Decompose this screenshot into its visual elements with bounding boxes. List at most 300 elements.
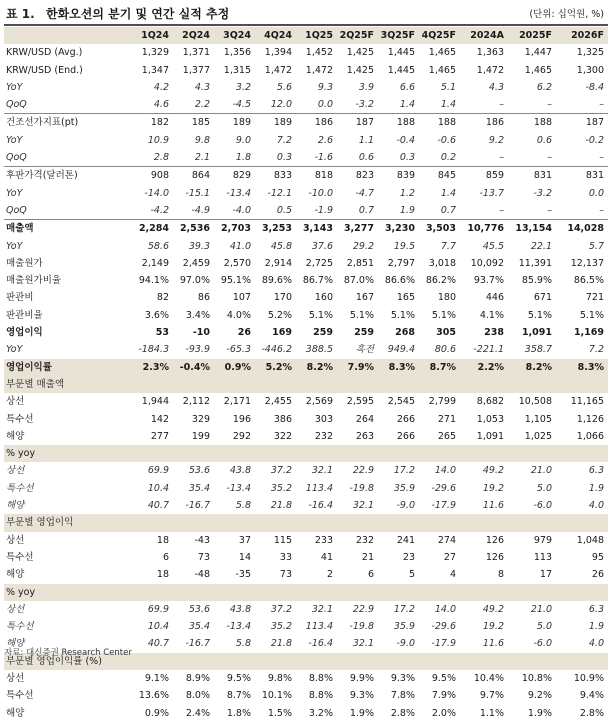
table-cell: 45.5 (482, 240, 504, 252)
table-cell: 9.4% (579, 690, 604, 702)
table-cell: 1,447 (524, 47, 552, 59)
table-row (4, 202, 608, 220)
table-cell: 5.8 (235, 638, 251, 650)
table-cell: 199 (191, 430, 210, 442)
table-row (4, 428, 608, 445)
table-cell: 1,425 (346, 64, 374, 76)
table-cell: 87.0% (343, 275, 374, 287)
table-cell: 14.0 (434, 603, 456, 615)
table-cell: -0.4% (173, 359, 214, 376)
row-label: 부문별 영업이익 (4, 514, 132, 531)
table-cell: 10.4% (473, 672, 504, 684)
table-row (4, 601, 608, 618)
row-label: % yoy (4, 584, 132, 601)
table-cell (255, 584, 296, 601)
column-header: 2025F (508, 27, 556, 44)
table-cell (337, 653, 378, 670)
table-cell: – (460, 202, 508, 220)
table-cell: 1,169 (573, 327, 604, 339)
table-cell: 2,284 (138, 223, 169, 235)
table-cell: 0.5 (255, 202, 296, 220)
column-header: 2024A (460, 27, 508, 44)
table-cell: -6.0 (533, 638, 552, 650)
table-cell: -13.4 (226, 187, 251, 199)
row-label: YoY (6, 187, 23, 199)
column-header: 3Q25F (378, 27, 419, 44)
table-cell: -17.9 (431, 500, 456, 512)
table-cell: 829 (232, 170, 251, 182)
column-header: 2Q25F (337, 27, 378, 44)
table-cell: 2,595 (346, 396, 374, 408)
table-cell (255, 653, 296, 670)
table-cell: 305 (436, 327, 456, 339)
table-cell: 8.3% (556, 359, 608, 376)
header-row (4, 27, 608, 44)
table-cell: 186 (314, 117, 333, 129)
table-cell: -16.7 (185, 500, 210, 512)
row-label: 건조선가지표(pt) (6, 117, 79, 129)
table-cell: 1,452 (305, 47, 333, 59)
row-label: 상선 (6, 672, 25, 684)
table-cell (132, 514, 173, 531)
table-cell: 126 (485, 534, 504, 546)
table-cell: 32.1 (352, 500, 374, 512)
table-cell: 69.9 (147, 465, 169, 477)
table-cell (173, 445, 214, 462)
table-cell: 17.2 (393, 465, 415, 477)
table-cell: 259 (354, 327, 374, 339)
table-cell: -4.7 (355, 187, 374, 199)
table-cell: – (556, 96, 608, 114)
table-cell: 0.0 (588, 187, 604, 199)
row-label: 해양 (6, 707, 25, 719)
table-cell (173, 376, 214, 393)
table-cell: 12.0 (255, 96, 296, 114)
table-cell: 9.7% (479, 690, 504, 702)
table-cell: 6.3 (588, 465, 604, 477)
table-cell: 3,143 (302, 223, 333, 235)
table-cell: 45.8 (270, 240, 292, 252)
table-cell: 37.6 (311, 240, 333, 252)
table-cell: 0.3 (378, 149, 419, 167)
table-cell: 2,799 (428, 396, 456, 408)
table-cell: 1,445 (387, 64, 415, 76)
table-cell (556, 514, 608, 531)
table-cell: 21.0 (530, 603, 552, 615)
table-cell: 18 (156, 569, 169, 581)
table-cell: 5.0 (536, 482, 552, 494)
table-cell: 5.7 (588, 240, 604, 252)
table-cell (378, 445, 419, 462)
table-cell (214, 584, 255, 601)
table-cell: 1.9% (527, 707, 552, 719)
table-cell: 303 (314, 413, 333, 425)
table-cell: 265 (437, 430, 456, 442)
table-cell: 2,459 (182, 257, 210, 269)
table-cell: -9.0 (396, 500, 415, 512)
table-cell: 263 (355, 430, 374, 442)
table-cell (337, 584, 378, 601)
table-cell: 1,465 (524, 64, 552, 76)
table-cell: 9.3 (317, 81, 333, 93)
table-cell: 3.2% (308, 707, 333, 719)
table-cell: 1,356 (223, 47, 251, 59)
table-cell (556, 376, 608, 393)
table-cell: 3.2 (235, 81, 251, 93)
row-label: 상선 (6, 465, 25, 477)
table-cell: 21.8 (270, 500, 292, 512)
table-cell: -4.9 (173, 202, 214, 220)
column-header: 4Q24 (255, 27, 296, 44)
table-cell (508, 653, 556, 670)
table-cell (378, 653, 419, 670)
table-cell: 37 (238, 534, 251, 546)
table-cell: 6.6 (399, 81, 415, 93)
table-cell: 95 (591, 551, 604, 563)
table-cell (460, 584, 508, 601)
table-cell: 43.8 (229, 465, 251, 477)
table-cell: 831 (585, 170, 604, 182)
table-cell: 839 (396, 170, 415, 182)
table-cell: 1.8% (226, 707, 251, 719)
table-cell: – (460, 96, 508, 114)
table-cell: 259 (313, 327, 333, 339)
table-row (4, 132, 608, 149)
table-cell: 9.8% (267, 672, 292, 684)
table-cell: 26 (237, 327, 251, 339)
row-label: QoQ (4, 149, 132, 167)
table-cell: 1,053 (476, 413, 504, 425)
table-cell: 188 (533, 117, 552, 129)
table-cell: 3.9 (358, 81, 374, 93)
table-cell: 845 (437, 170, 456, 182)
table-cell: 0.9% (144, 707, 169, 719)
table-cell: -35 (235, 569, 251, 581)
table-cell: 908 (150, 170, 169, 182)
table-cell: 1,472 (305, 64, 333, 76)
table-cell: 1,465 (428, 47, 456, 59)
table-cell: -13.4 (226, 621, 251, 633)
header-label-cell (4, 27, 132, 44)
column-header: 2Q24 (173, 27, 214, 44)
table-cell: 142 (150, 413, 169, 425)
table-cell: 9.3% (349, 690, 374, 702)
table-cell: 671 (533, 292, 552, 304)
table-cell: 1.1% (479, 707, 504, 719)
table-cell: 5.2% (267, 309, 292, 321)
table-cell: 185 (191, 117, 210, 129)
table-cell: 818 (314, 170, 333, 182)
row-label: QoQ (4, 96, 132, 114)
table-cell: 4.0 (588, 638, 604, 650)
table-cell: 86.5% (573, 275, 604, 287)
table-cell: 1,105 (524, 413, 552, 425)
table-row (4, 618, 608, 635)
row-label: 특수선 (6, 690, 34, 702)
table-cell: 7.8% (390, 690, 415, 702)
table-cell: 37.2 (270, 603, 292, 615)
table-cell (508, 445, 556, 462)
table-cell: 89.6% (261, 275, 292, 287)
table-cell: 0.6 (337, 149, 378, 167)
table-cell: 12,137 (570, 257, 604, 269)
table-cell: 4.0 (588, 500, 604, 512)
table-cell: 3,503 (425, 223, 456, 235)
table-cell: – (508, 202, 556, 220)
table-row (4, 532, 608, 549)
table-cell: 1,371 (182, 47, 210, 59)
table-cell: -15.1 (185, 187, 210, 199)
table-cell: -3.2 (533, 187, 552, 199)
table-cell: 53.6 (188, 465, 210, 477)
table-cell: 5.8 (235, 500, 251, 512)
table-cell: 21.0 (530, 465, 552, 477)
row-label: 특수선 (6, 621, 34, 633)
table-cell: 1.4 (419, 96, 460, 114)
table-row (4, 96, 608, 114)
table-cell: 2.0% (431, 707, 456, 719)
table-cell (460, 653, 508, 670)
row-label: 특수선 (6, 413, 34, 425)
table-cell: 1.9 (378, 202, 419, 220)
table-row (4, 167, 608, 185)
table-cell: 115 (273, 534, 292, 546)
table-cell: 0.2 (419, 149, 460, 167)
table-cell: 2.2 (173, 96, 214, 114)
table-cell: 2,149 (141, 257, 169, 269)
table-cell: -29.6 (431, 482, 456, 494)
table-cell: 1,091 (521, 327, 552, 339)
table-cell: -13.4 (226, 482, 251, 494)
table-cell: 6.3 (588, 603, 604, 615)
table-cell: 10.1% (261, 690, 292, 702)
table-cell: 8.2% (508, 359, 556, 376)
table-cell: 7.2 (588, 344, 604, 356)
table-row (4, 185, 608, 202)
table-cell: 8.3% (378, 359, 419, 376)
top-rule (4, 24, 608, 26)
table-number: 표 1. (6, 7, 35, 21)
table-cell: 5.1% (431, 309, 456, 321)
table-cell: 0.6 (536, 134, 552, 146)
table-cell: 1,363 (476, 47, 504, 59)
table-cell: 14,028 (567, 223, 604, 235)
table-cell: 1,472 (476, 64, 504, 76)
row-label: 해양 (6, 569, 25, 581)
table-cell: 5.1% (308, 309, 333, 321)
row-label: 판관비율 (6, 309, 43, 321)
table-cell (132, 445, 173, 462)
table-cell: 167 (355, 292, 374, 304)
table-cell: 40.7 (147, 500, 169, 512)
table-cell (378, 376, 419, 393)
row-label: YoY (6, 81, 23, 93)
table-cell (378, 514, 419, 531)
table-cell: 271 (437, 413, 456, 425)
table-cell: -14.0 (144, 187, 169, 199)
table-cell: 4.2 (153, 81, 169, 93)
table-cell: -1.9 (296, 202, 337, 220)
table-cell: 10,776 (467, 223, 504, 235)
table-cell: 32.1 (311, 603, 333, 615)
row-label: YoY (6, 134, 23, 146)
table-cell: 29.2 (352, 240, 374, 252)
table-row (4, 462, 608, 479)
row-label: 매출액 (6, 223, 34, 235)
table-row (4, 445, 608, 462)
table-cell: 1,394 (264, 47, 292, 59)
table-cell: 41.0 (229, 240, 251, 252)
table-cell (419, 376, 460, 393)
table-cell: 6 (367, 569, 374, 581)
table-cell: – (508, 149, 556, 167)
table-cell: -0.2 (585, 134, 604, 146)
table-row (4, 79, 608, 96)
table-cell: 10.8% (521, 672, 552, 684)
row-label: 후판가격(달러톤) (6, 170, 78, 182)
table-cell: 10,508 (518, 396, 552, 408)
table-cell: 2.8 (132, 149, 173, 167)
column-header: 4Q25F (419, 27, 460, 44)
table-cell: 187 (585, 117, 604, 129)
table-cell (255, 445, 296, 462)
row-label: YoY (6, 344, 23, 356)
row-label: 해양 (6, 500, 25, 512)
table-cell: -3.2 (337, 96, 378, 114)
table-cell: 5.1% (390, 309, 415, 321)
table-cell: 2.6 (317, 134, 333, 146)
table-cell (296, 514, 337, 531)
table-cell: 823 (355, 170, 374, 182)
table-cell: 8.7% (226, 690, 251, 702)
table-cell: 35.9 (393, 482, 415, 494)
table-cell (132, 653, 173, 670)
table-cell: 833 (273, 170, 292, 182)
table-cell: 3,277 (343, 223, 374, 235)
title-bar (0, 0, 612, 26)
table-cell: 13,154 (515, 223, 552, 235)
table-cell: 85.9% (521, 275, 552, 287)
table-cell: -65.3 (226, 344, 251, 356)
table-cell (296, 584, 337, 601)
table-cell (255, 514, 296, 531)
table-cell: 0.9% (214, 359, 255, 376)
table-cell: 14 (238, 551, 251, 563)
table-cell: 186 (485, 117, 504, 129)
row-label: YoY (6, 240, 23, 252)
row-label: 상선 (6, 534, 25, 546)
table-cell: -6.0 (533, 500, 552, 512)
table-cell (296, 653, 337, 670)
table-cell: 8.8% (308, 672, 333, 684)
table-cell (460, 514, 508, 531)
table-cell (460, 445, 508, 462)
column-header: 3Q24 (214, 27, 255, 44)
table-cell: 292 (232, 430, 251, 442)
table-cell: -10.0 (308, 187, 333, 199)
table-cell: 14.0 (434, 465, 456, 477)
table-cell: -29.6 (431, 621, 456, 633)
table-cell: 1,300 (576, 64, 604, 76)
table-cell: 859 (485, 170, 504, 182)
row-label: 해양 (6, 430, 25, 442)
row-label: KRW/USD (Avg.) (6, 47, 83, 59)
table-cell: 73 (197, 551, 210, 563)
table-cell: 39.3 (188, 240, 210, 252)
table-cell: 53.6 (188, 603, 210, 615)
table-cell: 2.1 (173, 149, 214, 167)
table-cell: 21.8 (270, 638, 292, 650)
row-label: % yoy (4, 445, 132, 462)
table-cell: 107 (232, 292, 251, 304)
table-row (4, 149, 608, 167)
table-cell: 9.3% (390, 672, 415, 684)
row-label: 상선 (6, 396, 25, 408)
table-row (4, 376, 608, 393)
table-cell: 233 (314, 534, 333, 546)
table-cell: 35.4 (188, 482, 210, 494)
table-row (4, 238, 608, 255)
table-row (4, 272, 608, 289)
table-cell (132, 376, 173, 393)
table-cell: 58.6 (147, 240, 169, 252)
table-cell: -17.9 (431, 638, 456, 650)
table-cell: – (556, 202, 608, 220)
table-cell: 5.2% (255, 359, 296, 376)
table-cell: 19.5 (393, 240, 415, 252)
unit-note: (단위: 십억원, %) (529, 9, 604, 20)
table-cell: 3,018 (428, 257, 456, 269)
table-cell (419, 514, 460, 531)
table-cell: 7.9% (431, 690, 456, 702)
column-header: 1Q25 (296, 27, 337, 44)
table-cell: 0.7 (337, 202, 378, 220)
table-row (4, 497, 608, 514)
table-cell: 2,725 (305, 257, 333, 269)
table-cell: 35.2 (270, 482, 292, 494)
table-cell: 1,325 (576, 47, 604, 59)
table-cell: 446 (485, 292, 504, 304)
table-cell: 721 (585, 292, 604, 304)
table-cell: 388.5 (305, 344, 333, 356)
row-label: 매출원가 (6, 257, 43, 269)
table-row (4, 220, 608, 238)
table-cell: 5.1% (527, 309, 552, 321)
table-row (4, 62, 608, 79)
table-row (4, 324, 608, 341)
table-cell (132, 584, 173, 601)
table-cell (556, 584, 608, 601)
table-cell: 2,545 (387, 396, 415, 408)
table-cell: 1,329 (141, 47, 169, 59)
table-cell (508, 584, 556, 601)
table-cell: 1,377 (182, 64, 210, 76)
table-cell: -13.7 (479, 187, 504, 199)
table-cell: 160 (314, 292, 333, 304)
table-cell: 37.2 (270, 465, 292, 477)
table-cell: -93.9 (185, 344, 210, 356)
table-cell: 9.2% (527, 690, 552, 702)
table-cell (214, 653, 255, 670)
table-cell: 10.9% (573, 672, 604, 684)
table-cell: 386 (273, 413, 292, 425)
table-cell: 97.0% (179, 275, 210, 287)
table-cell: 182 (150, 117, 169, 129)
table-cell (214, 376, 255, 393)
table-cell (508, 514, 556, 531)
table-cell: -10 (192, 327, 210, 339)
table-cell: 26 (591, 569, 604, 581)
